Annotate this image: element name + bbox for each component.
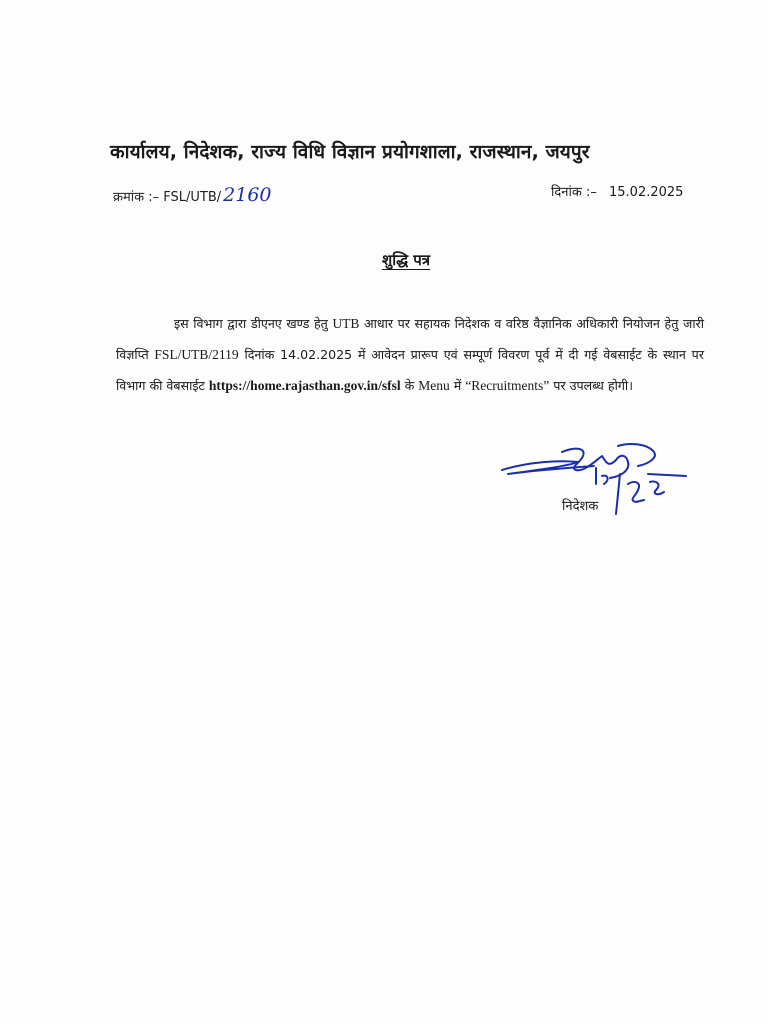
- body-part-6: पर उपलब्ध होगी।: [549, 378, 633, 393]
- handwritten-reference-number: 2160: [223, 184, 272, 206]
- body-utb: UTB: [332, 316, 360, 331]
- body-recruitments: “Recruitments”: [465, 378, 550, 393]
- body-part-3: दिनांक 14.02.2025 में आवेदन प्रारूप एवं सम्पूर्ण विवरण पूर्व में दी गई वेबसाईट के स्थान पर विभाग की वेबसाईट: [116, 347, 704, 393]
- reference-line: [113, 184, 272, 206]
- body-part-5: में: [449, 378, 466, 393]
- date-value: 15.02.2025: [609, 185, 684, 200]
- reference-prefix: FSL/UTB/: [163, 190, 222, 205]
- reference-label: क्रमांक :–: [113, 190, 160, 205]
- body-part-1: इस विभाग द्वारा डीएनए खण्ड हेतु: [174, 316, 333, 331]
- office-heading: कार्यालय, निदेशक, राज्य विधि विज्ञान प्रयोगशाला, राजस्थान, जयपुर: [110, 141, 590, 163]
- website-url: https://home.rajasthan.gov.in/sfsl: [208, 378, 401, 393]
- subject-title: शुद्धि पत्र: [382, 251, 431, 269]
- body-part-2: आधार पर सहायक निदेशक व वरिष्ठ वैज्ञानिक अधिकारी नियोजन हेतु जारी विज्ञप्ति: [116, 316, 704, 362]
- body-notice-ref: FSL/UTB/2119: [154, 347, 239, 362]
- date-line: [551, 182, 683, 200]
- date-label: दिनांक :–: [551, 185, 597, 200]
- body-part-4: के: [400, 378, 419, 393]
- designation-label: निदेशक: [562, 499, 599, 514]
- body-paragraph: [116, 308, 704, 401]
- body-menu: Menu: [418, 378, 450, 393]
